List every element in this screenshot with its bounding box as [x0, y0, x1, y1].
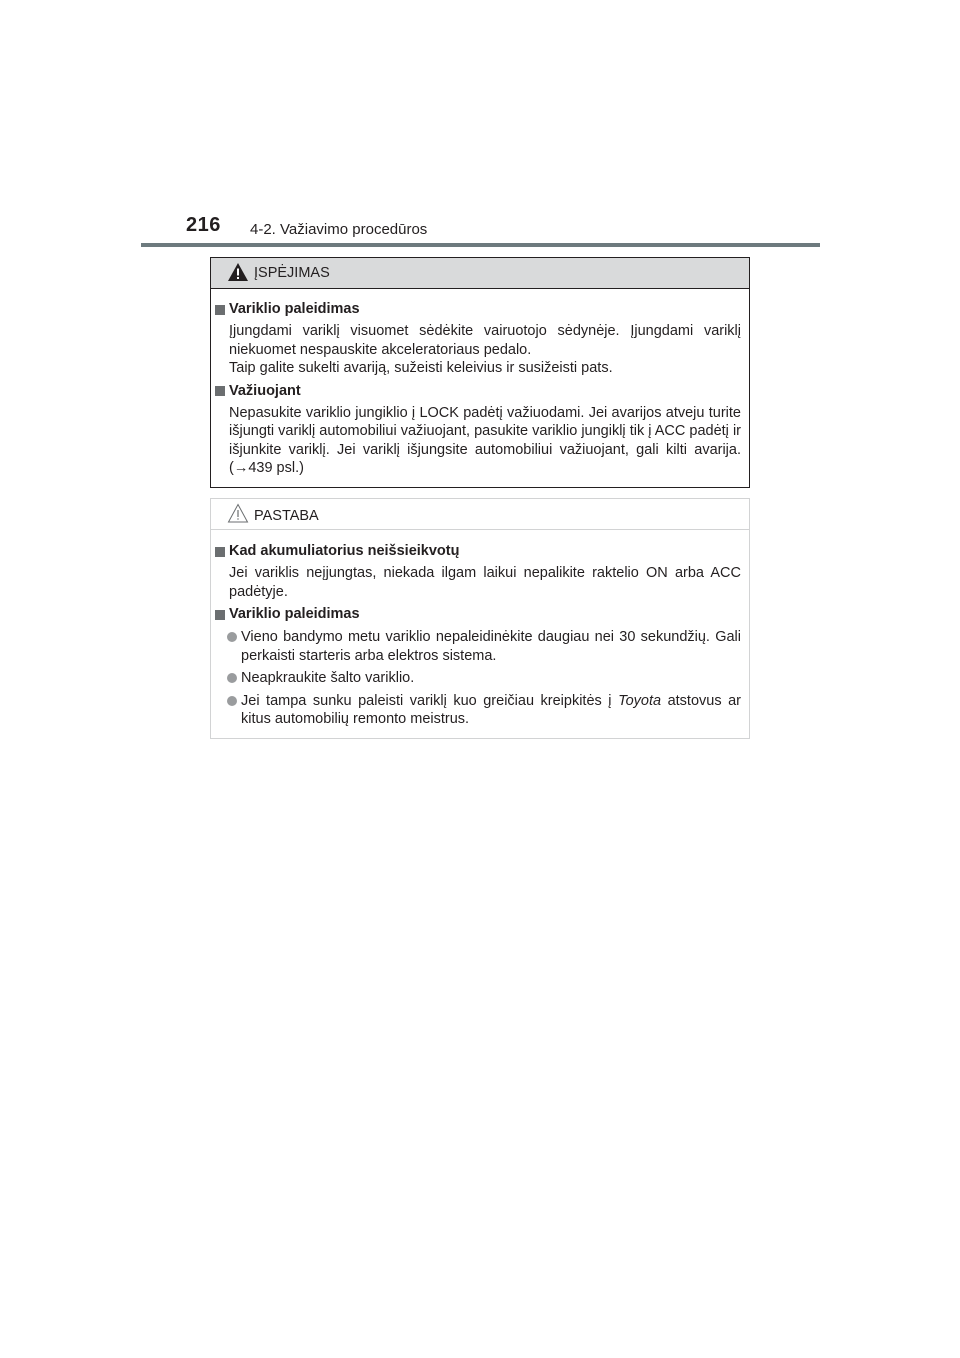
warning-item-heading: Važiuojant — [229, 382, 301, 399]
warning-item-heading: Variklio paleidimas — [229, 301, 360, 317]
section-title: 4-2. Važiavimo procedūros — [250, 221, 428, 238]
dot-bullet-icon — [227, 696, 237, 706]
square-bullet-icon — [215, 305, 225, 315]
list-item-text: Neapkraukite šalto variklio. — [241, 670, 415, 686]
list-item — [227, 692, 741, 729]
notice-title: PASTABA — [254, 508, 319, 524]
warning-item-text: Nepasukite variklio jungiklio į LOCK padėtį važiuodami. Jei avarijos atveju turite išjungti variklį automobiliui važiuojant, pasukite variklio jungiklį tik į ACC padėtį ir išjunkite variklį. Jei variklį išjungsite automobiliui važiuojant, gali kilti avarija. (→439 psl.) — [229, 404, 741, 476]
warning-item-text: Įjungdami variklį visuomet sėdėkite vairuotojo sėdynėje. Įjungdami variklį niekuomet nespauskite akceleratoriaus pedalo. — [229, 323, 741, 358]
warning-item — [211, 382, 741, 478]
warning-triangle-icon — [227, 262, 249, 282]
list-item — [227, 669, 741, 688]
notice-header — [211, 499, 749, 530]
caution-triangle-outline-icon — [227, 503, 249, 523]
notice-body — [211, 542, 749, 729]
warning-body — [211, 300, 749, 478]
list-item — [227, 628, 741, 665]
warning-item — [211, 300, 741, 378]
page-number: 216 — [186, 214, 221, 236]
list-item-text — [241, 692, 741, 729]
dot-bullet-icon — [227, 632, 237, 642]
square-bullet-icon — [215, 386, 225, 396]
square-bullet-icon — [215, 610, 225, 620]
warning-title: ĮSPĖJIMAS — [254, 265, 330, 281]
warning-item-text: Taip galite sukelti avariją, sužeisti keleivius ir susižeisti pats. — [229, 360, 613, 376]
notice-item-heading: Variklio paleidimas — [229, 606, 360, 622]
notice-item-text: Jei variklis neįjungtas, niekada ilgam laikui nepalikite raktelio ON arba ACC padėtyje. — [229, 565, 741, 600]
header-rule — [141, 243, 820, 247]
list-item-text-part: atstovus ar kitus automobilių remonto meistrus. — [241, 692, 742, 727]
brand-name: Toyota — [618, 692, 662, 709]
notice-box — [210, 498, 750, 739]
notice-item-heading-row — [215, 542, 741, 561]
notice-item — [211, 542, 741, 601]
warning-item-heading-row — [215, 300, 741, 319]
dot-bullet-icon — [227, 673, 237, 683]
square-bullet-icon — [215, 547, 225, 557]
notice-item-heading-row — [215, 605, 741, 624]
warning-item-heading-row — [215, 382, 741, 401]
list-item-text-part: Jei tampa sunku paleisti variklį kuo greičiau kreipkitės į — [241, 692, 619, 709]
warning-box — [210, 257, 750, 488]
warning-header — [211, 258, 749, 289]
notice-item — [211, 605, 741, 729]
list-item-text: Vieno bandymo metu variklio nepaleidinėkite daugiau nei 30 sekundžių. Gali perkaisti starteris arba elektros sistema. — [241, 629, 741, 664]
notice-item-heading: Kad akumuliatorius neišsieikvotų — [229, 543, 460, 559]
